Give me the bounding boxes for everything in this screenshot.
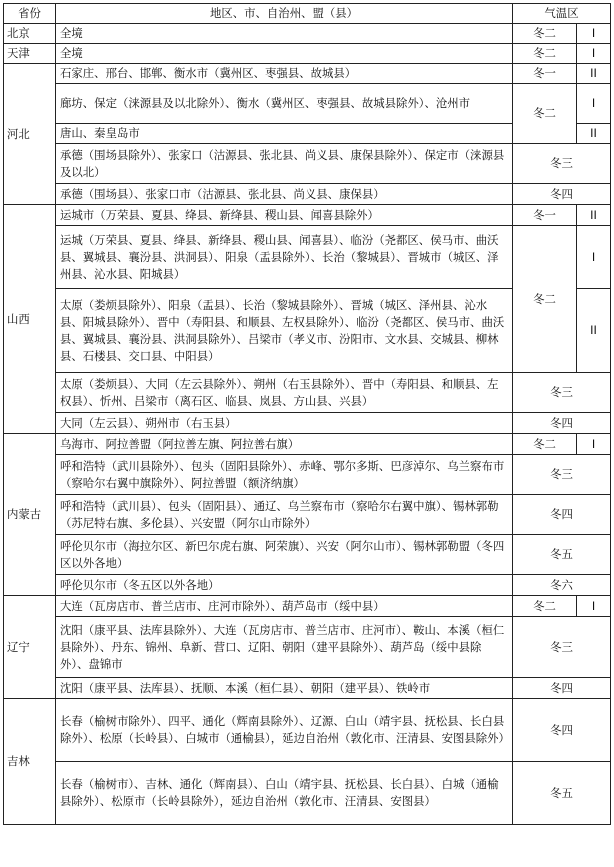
header-zone: 气温区 [513,4,611,24]
zone-cell: 冬三 [513,617,611,678]
subzone-cell: I [577,434,611,455]
subzone-cell: I [577,84,611,124]
table-row [4,64,611,84]
zone-cell: 冬二 [513,44,577,64]
zone-cell: 冬四 [513,184,611,205]
region-cell: 廊坊、保定（涞源县及以北除外）、衡水（冀州区、枣强县、故城县除外）、沧州市 [56,84,513,124]
region-cell: 全境 [56,44,513,64]
zone-cell: 冬五 [513,762,611,825]
subzone-cell: I [577,226,611,289]
zone-cell: 冬四 [513,699,611,762]
region-cell: 乌海市、阿拉善盟（阿拉善左旗、阿拉善右旗） [56,434,513,455]
province-cell: 天津 [4,44,56,64]
zone-cell: 冬二 [513,226,577,373]
region-cell: 沈阳（康平县、法库县除外）、大连（瓦房店市、普兰店市、庄河市）、鞍山、本溪（桓仁县除外）、丹东、锦州、阜新、营口、辽阳、朝阳（建平县除外）、葫芦岛（绥中县除外）、盘锦市 [56,617,513,678]
zone-cell: 冬四 [513,495,611,535]
table-header-row [4,4,611,24]
header-province: 省份 [4,4,56,24]
subzone-cell: I [577,596,611,617]
zone-cell: 冬四 [513,413,611,434]
region-cell: 呼和浩特（武川县）、包头（固阳县）、通辽、乌兰察布市（察哈尔右翼中旗）、锡林郭勒（苏尼特右旗、多伦县）、兴安盟（阿尔山市除外） [56,495,513,535]
subzone-cell: II [577,205,611,226]
table-row [4,84,611,124]
table-row [4,24,611,44]
table-row [4,205,611,226]
region-cell: 长春（榆树市除外）、四平、通化（辉南县除外）、辽源、白山（靖宇县、抚松县、长白县除外）、松原（长岭县）、白城市（通榆县），延边自治州（敦化市、汪清县、安图县除外） [56,699,513,762]
table-row [4,434,611,455]
table-row [4,455,611,495]
region-cell: 全境 [56,24,513,44]
zone-cell: 冬二 [513,24,577,44]
province-cell: 辽宁 [4,596,56,699]
table-row [4,495,611,535]
region-cell: 石家庄、邢台、邯郸、衡水市（冀州区、枣强县、故城县） [56,64,513,84]
zone-cell: 冬二 [513,596,577,617]
region-cell: 运城市（万荣县、夏县、绛县、新绛县、稷山县、闻喜县除外） [56,205,513,226]
zone-cell: 冬二 [513,84,577,144]
climate-zone-table-wrapper [3,3,611,825]
region-cell: 呼伦贝尔市（冬五区以外各地） [56,575,513,596]
table-row [4,226,611,289]
zone-cell: 冬一 [513,205,577,226]
region-cell: 呼和浩特（武川县除外）、包头（固阳县除外）、赤峰、鄂尔多斯、巴彦淖尔、乌兰察布市（察哈尔右翼中旗除外）、阿拉善盟（额济纳旗） [56,455,513,495]
table-row [4,373,611,413]
region-cell: 太原（娄烦县除外）、阳泉（盂县）、长治（黎城县除外）、晋城（城区、泽州县、沁水县、阳城县除外）、晋中（寿阳县、和顺县、左权县除外）、临汾（尧都区、侯马市、曲沃县、翼城县、襄汾县、洪洞县除外）、吕梁市（孝义市、汾阳市、文水县、交城县、柳林县、石楼县、交口县、中阳县） [56,289,513,373]
region-cell: 唐山、秦皇岛市 [56,124,513,144]
province-cell: 北京 [4,24,56,44]
table-row [4,575,611,596]
table-row [4,535,611,575]
province-cell: 河北 [4,64,56,205]
region-cell: 承德（围场县除外）、张家口（沽源县、张北县、尚义县、康保县除外）、保定市（涞源县及以北） [56,144,513,184]
table-row [4,699,611,762]
zone-cell: 冬六 [513,575,611,596]
subzone-cell: I [577,24,611,44]
region-cell: 大连（瓦房店市、普兰店市、庄河市除外）、葫芦岛市（绥中县） [56,596,513,617]
province-cell: 内蒙古 [4,434,56,596]
province-cell: 吉林 [4,699,56,825]
zone-cell: 冬五 [513,535,611,575]
region-cell: 太原（娄烦县）、大同（左云县除外）、朔州（右玉县除外）、晋中（寿阳县、和顺县、左权县）、忻州、吕梁市（离石区、临县、岚县、方山县、兴县） [56,373,513,413]
region-cell: 长春（榆树市）、吉林、通化（辉南县）、白山（靖宇县、抚松县、长白县）、白城（通榆县除外）、松原市（长岭县除外），延边自治州（敦化市、汪清县、安图县） [56,762,513,825]
zone-cell: 冬一 [513,64,577,84]
table-row [4,617,611,678]
table-row [4,184,611,205]
region-cell: 沈阳（康平县、法库县）、抚顺、本溪（桓仁县）、朝阳（建平县）、铁岭市 [56,678,513,699]
zone-cell: 冬三 [513,373,611,413]
table-row [4,413,611,434]
region-cell: 大同（左云县）、朔州市（右玉县） [56,413,513,434]
region-cell: 承德（围场县）、张家口市（沽源县、张北县、尚义县、康保县） [56,184,513,205]
table-row [4,144,611,184]
table-row [4,44,611,64]
zone-cell: 冬三 [513,455,611,495]
zone-cell: 冬二 [513,434,577,455]
region-cell: 运城（万荣县、夏县、绛县、新绛县、稷山县、闻喜县）、临汾（尧都区、侯马市、曲沃县、翼城县、襄汾县、洪洞县）、阳泉（盂县除外）、长治（黎城县）、晋城市（城区、泽州县、沁水县、阳城县） [56,226,513,289]
header-region: 地区、市、自治州、盟（县） [56,4,513,24]
table-row [4,762,611,825]
climate-zone-table [3,3,611,825]
subzone-cell: II [577,64,611,84]
subzone-cell: I [577,44,611,64]
subzone-cell: II [577,124,611,144]
table-row [4,596,611,617]
province-cell: 山西 [4,205,56,434]
region-cell: 呼伦贝尔市（海拉尔区、新巴尔虎右旗、阿荣旗）、兴安（阿尔山市）、锡林郭勒盟（冬四区以外各地） [56,535,513,575]
subzone-cell: II [577,289,611,373]
table-row [4,678,611,699]
zone-cell: 冬四 [513,678,611,699]
zone-cell: 冬三 [513,144,611,184]
